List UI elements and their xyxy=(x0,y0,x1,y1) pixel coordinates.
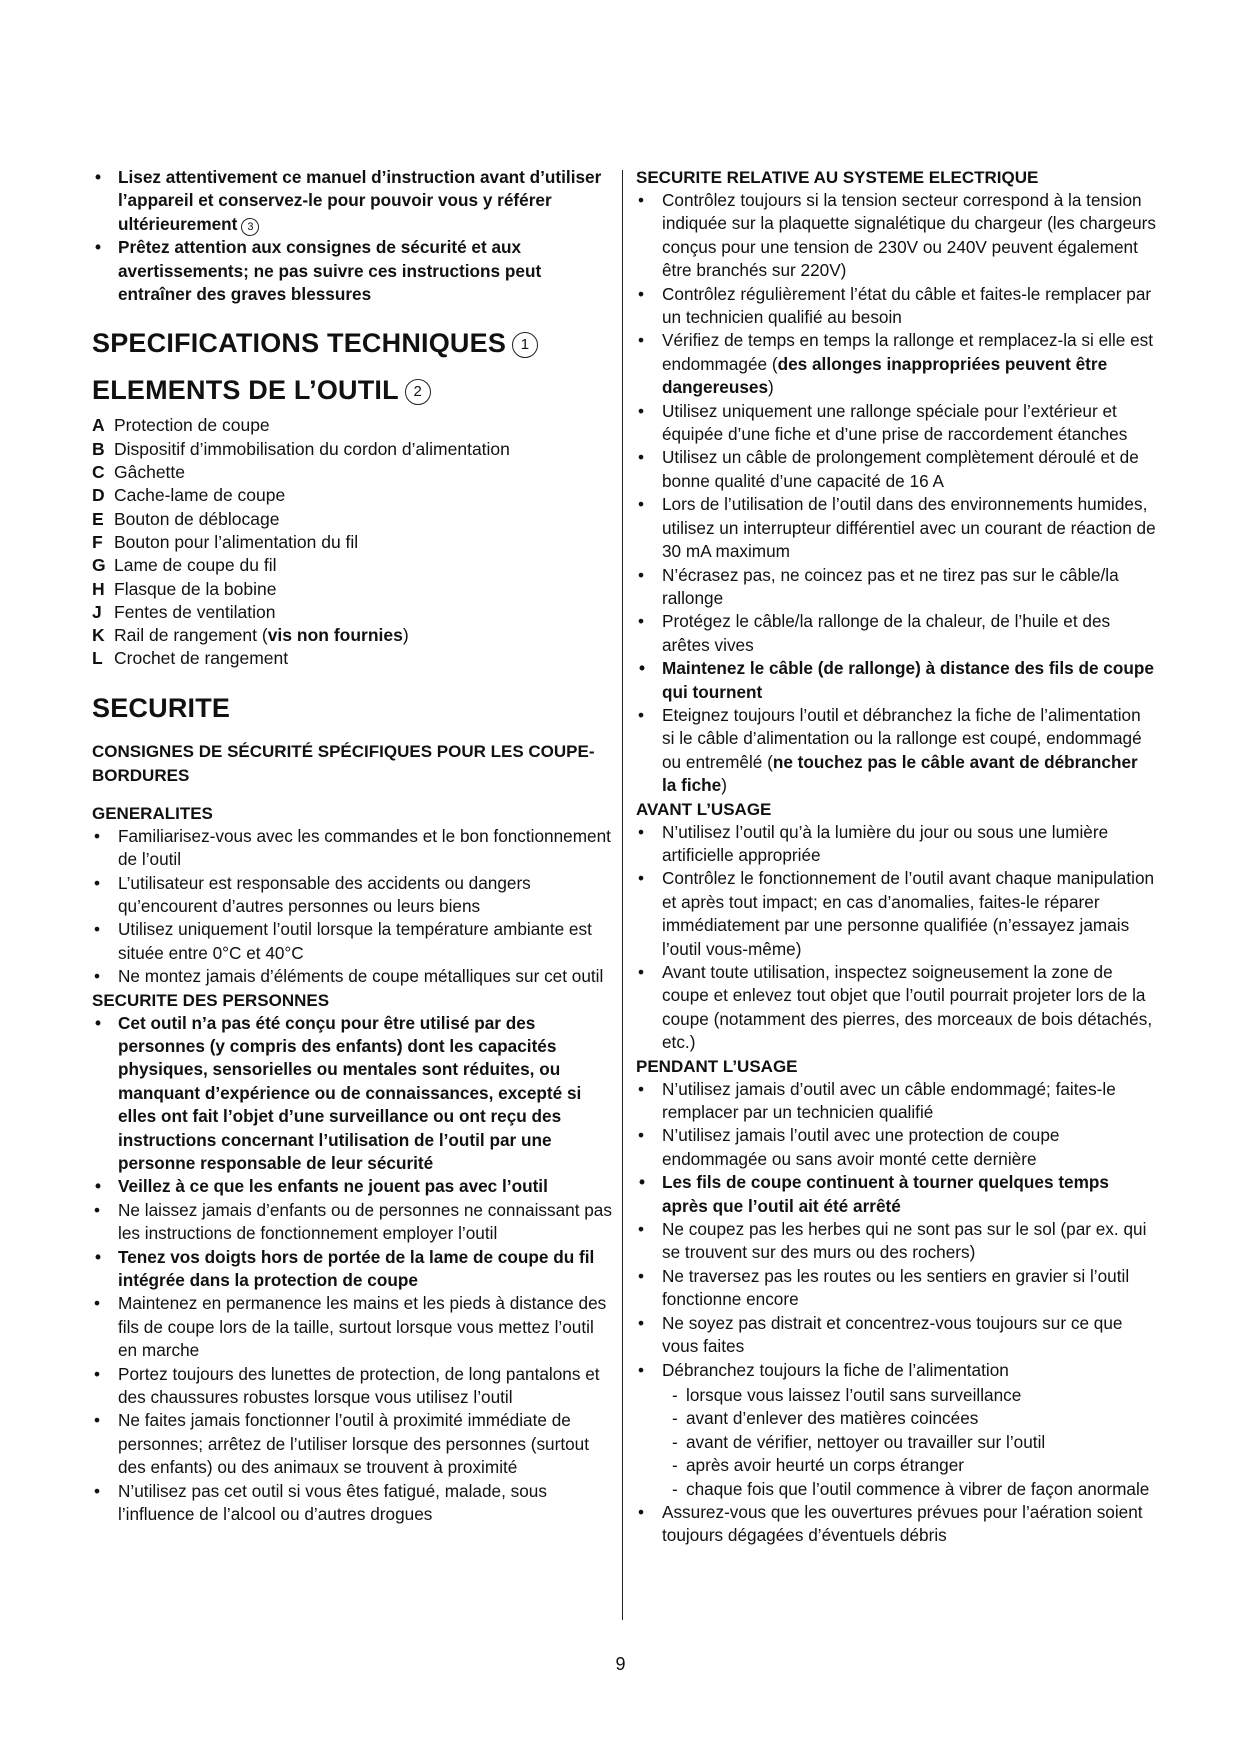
list-item: • Veillez à ce que les enfants ne jouent pas avec l’outil xyxy=(92,1175,612,1198)
part-item: C Gâchette xyxy=(92,462,186,483)
list-item: • Eteignez toujours l’outil et débranchez la fiche de l’alimentation si le câble d’alimentation ou la rallonge est coupé, endommagé ou entremêlé (ne touchez pas le câble avant de débrancher la fiche) xyxy=(636,704,1156,798)
personnes-heading: SECURITE DES PERSONNES xyxy=(92,990,330,1010)
list-item: • Maintenez en permanence les mains et les pieds à distance des fils de coupe lors de la taille, surtout lorsque vous mettez l’outil en marche xyxy=(92,1292,612,1362)
reference-badge: 3 xyxy=(241,218,259,236)
list-item: • Vérifiez de temps en temps la rallonge et remplacez-la si elle est endommagée (des allonges inappropriées peuvent être dangereuses) xyxy=(636,329,1156,399)
sublist-item: - lorsque vous laissez l’outil sans surveillance xyxy=(662,1384,1156,1407)
column-divider xyxy=(622,170,623,1620)
list-item: • N’utilisez jamais l’outil avec une protection de coupe endommagée ou sans avoir monté cette dernière xyxy=(636,1124,1156,1171)
list-item: • Prêtez attention aux consignes de sécurité et aux avertissements; ne pas suivre ces instructions peut entraîner des graves blessures xyxy=(92,236,612,306)
list-item: • N’écrasez pas, ne coincez pas et ne tirez pas sur le câble/la rallonge xyxy=(636,564,1156,611)
list-item: • Ne laissez jamais d’enfants ou de personnes ne connaissant pas les instructions de fonctionnement employer l’outil xyxy=(92,1199,612,1246)
parts-list xyxy=(92,414,612,670)
electrique-heading: SECURITE RELATIVE AU SYSTEME ELECTRIQUE xyxy=(636,168,1039,187)
avant-list xyxy=(636,821,1156,1055)
list-item: • Maintenez le câble (de rallonge) à distance des fils de coupe qui tournent xyxy=(636,657,1156,704)
list-item: • Portez toujours des lunettes de protection, de long pantalons et des chaussures robustes lorsque vous utilisez l’outil xyxy=(92,1363,612,1410)
part-item: K Rail de rangement (vis non fournies) xyxy=(92,625,409,646)
pendant-heading: PENDANT L’USAGE xyxy=(636,1056,798,1076)
part-item: L Crochet de rangement xyxy=(92,648,289,669)
debranchez-sublist xyxy=(662,1384,1156,1501)
left-column xyxy=(92,166,612,1526)
list-item: • Familiarisez-vous avec les commandes et le bon fonctionnement de l’outil xyxy=(92,825,612,872)
right-column xyxy=(636,166,1156,1548)
spec-heading: SPECIFICATIONS TECHNIQUES 1 xyxy=(92,328,612,359)
list-item: • Lisez attentivement ce manuel d’instruction avant d’utiliser l’appareil et conservez-le pour pouvoir vous y référer ultérieurement 3 xyxy=(92,166,612,236)
list-item: • N’utilisez l’outil qu’à la lumière du jour ou sous une lumière artificielle appropriée xyxy=(636,821,1156,868)
list-item: • Contrôlez régulièrement l’état du câble et faites-le remplacer par un technicien qualifié au besoin xyxy=(636,283,1156,330)
list-item: • Tenez vos doigts hors de portée de la lame de coupe du fil intégrée dans la protection de coupe xyxy=(92,1246,612,1293)
part-item: G Lame de coupe du fil xyxy=(92,555,277,576)
list-item: • Protégez le câble/la rallonge de la chaleur, de l’huile et des arêtes vives xyxy=(636,610,1156,657)
electrique-list xyxy=(636,189,1156,798)
part-item: E Bouton de déblocage xyxy=(92,508,280,529)
part-item: D Cache-lame de coupe xyxy=(92,485,286,506)
securite-heading: SECURITE xyxy=(92,692,231,723)
part-item: F Bouton pour l’alimentation du fil xyxy=(92,531,359,552)
list-item: • Utilisez un câble de prolongement complètement déroulé et de bonne qualité d’une capacité de 16 A xyxy=(636,446,1156,493)
pendant-list xyxy=(636,1078,1156,1548)
list-item: • Les fils de coupe continuent à tourner quelques temps après que l’outil ait été arrêté xyxy=(636,1171,1156,1218)
list-item: • L’utilisateur est responsable des accidents ou dangers qu’encourent d’autres personnes ou leurs biens xyxy=(92,872,612,919)
list-item: • Ne montez jamais d’éléments de coupe métalliques sur cet outil xyxy=(92,965,612,988)
list-item: • Ne soyez pas distrait et concentrez-vous toujours sur ce que vous faites xyxy=(636,1312,1156,1359)
list-item: • Ne faites jamais fonctionner l’outil à proximité immédiate de personnes; arrêtez de l’utiliser lorsque des personnes (surtout des enfants) ou des animaux se trouvent à proximité xyxy=(92,1409,612,1479)
list-item: • N’utilisez pas cet outil si vous êtes fatigué, malade, sous l’influence de l’alcool ou d’autres drogues xyxy=(92,1480,612,1527)
list-item: • Avant toute utilisation, inspectez soigneusement la zone de coupe et enlevez tout objet que l’outil pourrait projeter lors de la coupe (notamment des pierres, des morceaux de bois détachés, etc.) xyxy=(636,961,1156,1055)
sublist-item: - chaque fois que l’outil commence à vibrer de façon anormale xyxy=(662,1478,1156,1501)
avant-heading: AVANT L’USAGE xyxy=(636,799,772,819)
sublist-item: - après avoir heurté un corps étranger xyxy=(662,1454,1156,1477)
part-item: J Fentes de ventilation xyxy=(92,601,276,622)
list-item: • Contrôlez toujours si la tension secteur correspond à la tension indiquée sur la plaquette signalétique du chargeur (les chargeurs conçus pour une tension de 230V ou 240V peuvent également être branchés sur 220V) xyxy=(636,189,1156,283)
reference-badge: 1 xyxy=(512,332,538,358)
list-item: • Lors de l’utilisation de l’outil dans des environnements humides, utilisez un interrupteur différentiel avec un courant de réaction de 30 mA maximum xyxy=(636,493,1156,563)
elements-heading: ELEMENTS DE L’OUTIL 2 xyxy=(92,375,612,406)
list-item: • Cet outil n’a pas été conçu pour être utilisé par des personnes (y compris des enfants) dont les capacités physiques, sensorielles ou mentales sont réduites, ou manquant d’expérience ou de connaissances, excepté si elles ont fait l’objet d’une surveillance ou ont reçu des instructions concernant l’utilisation de l’outil par une personne responsable de leur sécurité xyxy=(92,1012,612,1176)
list-item: • N’utilisez jamais d’outil avec un câble endommagé; faites-le remplacer par un technicien qualifié xyxy=(636,1078,1156,1125)
reference-badge: 2 xyxy=(405,379,431,405)
sublist-item: - avant d’enlever des matières coincées xyxy=(662,1407,1156,1430)
list-item: • Ne coupez pas les herbes qui ne sont pas sur le sol (par ex. qui se trouvent sur des murs ou des rochers) xyxy=(636,1218,1156,1265)
list-item: • Utilisez uniquement l’outil lorsque la température ambiante est située entre 0°C et 40°C xyxy=(92,918,612,965)
generalites-list xyxy=(92,825,612,989)
consignes-heading: CONSIGNES DE SÉCURITÉ SPÉCIFIQUES POUR LES COUPE-BORDURES xyxy=(92,741,595,785)
list-item: • Assurez-vous que les ouvertures prévues pour l’aération soient toujours dégagées d’éventuels débris xyxy=(636,1501,1156,1548)
generalites-heading: GENERALITES xyxy=(92,803,213,823)
part-item: A Protection de coupe xyxy=(92,415,270,436)
sublist-item: - avant de vérifier, nettoyer ou travailler sur l’outil xyxy=(662,1431,1156,1454)
intro-list xyxy=(92,166,612,306)
list-item: • Utilisez uniquement une rallonge spéciale pour l’extérieur et équipée d’une fiche et d’une prise de raccordement étanches xyxy=(636,400,1156,447)
personnes-list xyxy=(92,1012,612,1527)
list-item: • Débranchez toujours la fiche de l’alimentation - lorsque vous laissez l’outil sans surveillance - avant d’enlever des matières coincées - avant de vérifier, nettoyer ou travailler sur l’outil - après avoir heurté un corps étranger - chaque fois que l’outil commence à vibrer de façon anormale xyxy=(636,1359,1156,1501)
list-item: • Contrôlez le fonctionnement de l’outil avant chaque manipulation et après tout impact; en cas d’anomalies, faites-le réparer immédiatement par une personne qualifiée (n’essayez jamais l’outil vous-même) xyxy=(636,867,1156,961)
part-item: B Dispositif d’immobilisation du cordon d’alimentation xyxy=(92,438,510,459)
part-item: H Flasque de la bobine xyxy=(92,578,277,599)
list-item: • Ne traversez pas les routes ou les sentiers en gravier si l’outil fonctionne encore xyxy=(636,1265,1156,1312)
page-number: 9 xyxy=(615,1654,626,1674)
